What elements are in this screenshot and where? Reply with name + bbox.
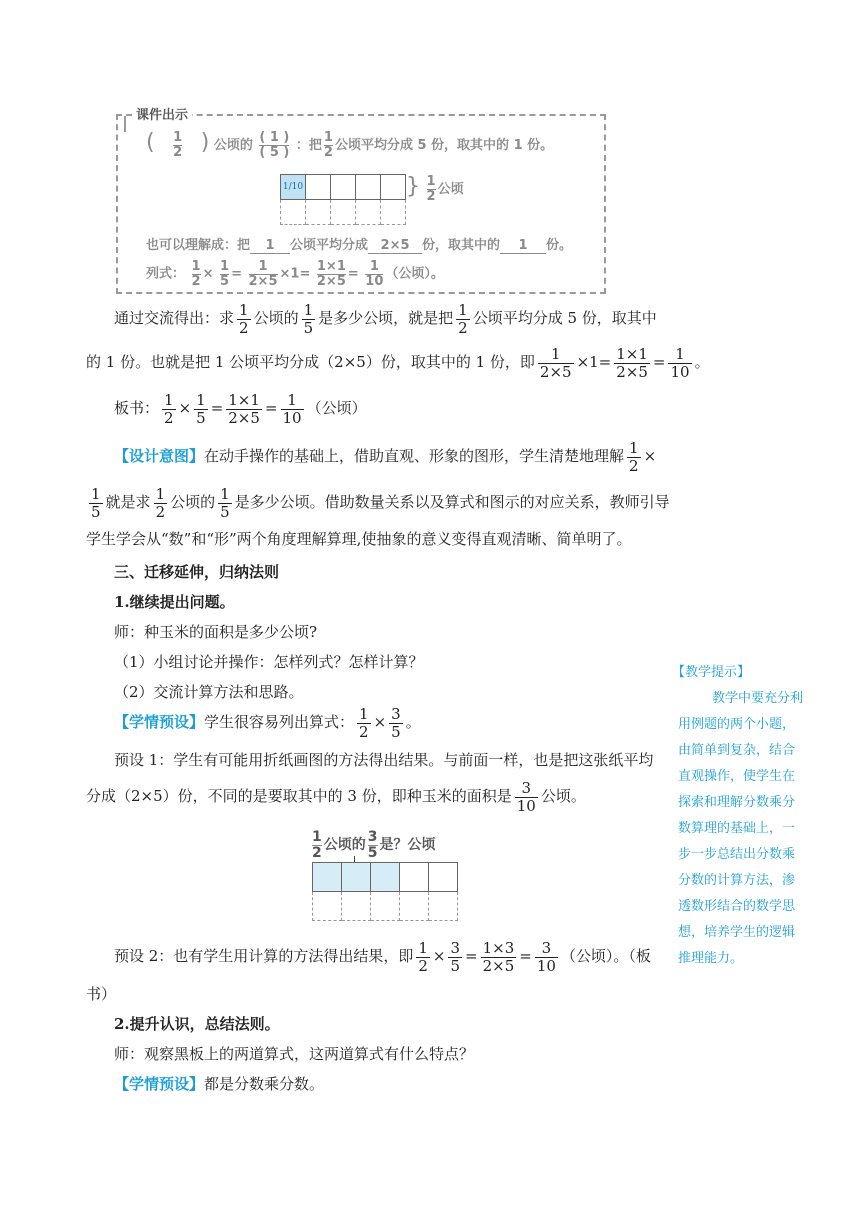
tip-line: 探索和理解分数乘分 [678, 795, 796, 810]
tip-line: 步一步总结出分数乘 [678, 847, 796, 862]
teaching-tip-title: 【教学提示】 [672, 665, 751, 680]
subheading-2: 2.提升认识，总结法则。 [114, 1015, 280, 1033]
preset-1-line-2: 分成（2×5）份，不同的是要取其中的 3 份，即种玉米的面积是 $\frac{3}{10}$ 公顷。 [86, 779, 586, 815]
figure-2-caption: $\frac{1}{2}$ 公顷的 $\frac{3}{5}$ 是？公顷 [312, 829, 436, 861]
preset-2-line-1: 预设 2：也有学生用计算的方法得出结果，即 $\frac{1}{2}$ × $\frac{3}{5}$ = $\frac{1\times 3}{2\times 5}$ = $\frac{3}{10}$ （公顷）。（板 [114, 939, 651, 975]
box-line-2: 也可以理解成：把 1 公顷平均分成 2×5 份，取其中的 1 份。 [146, 238, 573, 253]
box-header: 课件出示 [132, 104, 192, 123]
teaching-tip [672, 660, 828, 972]
box-line-3: 列式： $\frac{1}{2}$ × $\frac{1}{5}$ = $\frac{1}{2\times 5}$ ×1= $\frac{1\times 1}{2\times 5}$ = $\frac{1}{10}$ （公顷）。 [146, 259, 444, 289]
para-1-line-1: 通过交流得出：求 $\frac{1}{2}$ 公顷的 $\frac{1}{5}$ 是多少公顷，就是把 $\frac{1}{2}$ 公顷平均分成 5 份，取其中 [114, 301, 657, 337]
step-2: （2）交流计算方法和思路。 [114, 683, 304, 701]
teacher-question-1: 师：种玉米的面积是多少公顷? [114, 623, 318, 641]
teacher-question-2: 师：观察黑板上的两道算式，这两道算式有什么特点？ [114, 1045, 475, 1063]
tip-line: 分数的计算方法，渗 [678, 873, 796, 888]
preview-tag: 【学情预设】 [114, 713, 205, 731]
design-intent-line-1: 【设计意图】在动手操作的基础上，借助直观、形象的图形，学生清楚地理解 $\frac{1}{2}$ × [114, 439, 657, 475]
tip-line: 想，培养学生的逻辑 [678, 925, 796, 940]
tip-line: 直观操作，使学生在 [678, 769, 796, 784]
tip-line: 推理能力。 [678, 951, 744, 966]
tip-line: 数算理的基础上，一 [678, 821, 796, 836]
tip-line: 用例题的两个小题， [678, 717, 796, 732]
fraction-grid-1 [280, 174, 406, 225]
design-intent-line-3: 学生学会从“数”和“形”两个角度理解算理,使抽象的意义变得直观清晰、简单明了。 [86, 530, 632, 548]
preview-line: 【学情预设】学生很容易列出算式： $\frac{1}{2}$ × $\frac{3}{5}$ 。 [114, 705, 421, 741]
tip-line: 透数形结合的数学思 [678, 899, 796, 914]
preset-2-line-2: 书） [86, 985, 117, 1003]
para-1-line-2: 的 1 份。也就是把 1 公顷平均分成（2×5）份，取其中的 1 份，即 $\frac{1}{2\times 5}$ ×1= $\frac{1\times 1}{2\times 5}$ = $\frac{1}{10}$ 。 [86, 345, 710, 381]
preset-1-line-1: 预设 1：学生有可能用折纸画图的方法得出结果。与前面一样，也是把这张纸平均 [114, 751, 654, 769]
shaded-cell: 1/10 [281, 175, 306, 200]
courseware-box [116, 108, 606, 294]
step-1: （1）小组讨论并操作：怎样列式？怎样计算？ [114, 653, 424, 671]
fraction-grid-2 [312, 862, 458, 921]
tip-line: 由简单到复杂，结合 [678, 743, 796, 758]
design-intent-tag: 【设计意图】 [114, 447, 205, 465]
preview-line-2: 【学情预设】都是分数乘分数。 [114, 1075, 325, 1093]
subheading-1: 1.继续提出问题。 [114, 593, 235, 611]
design-intent-line-2: $\frac{1}{5}$ 就是求 $\frac{1}{2}$ 公顷的 $\frac{1}{5}$ 是多少公顷。借助数量关系以及算式和图示的对应关系，教师引导 [91, 485, 670, 521]
box-line-1: ( $\frac{1}{2}$ ) 公顷的 $\frac{( 1 )}{( 5 )}$ ：把 $\frac{1}{2}$ 公顷平均分成 5 份，取其中的 1 份。 [146, 130, 554, 160]
brace-label: } $\frac{1}{2}$ 公顷 [406, 174, 464, 204]
section-heading-3: 三、迁移延伸，归纳法则 [114, 563, 280, 581]
blackboard-line: 板书： $\frac{1}{2}$ × $\frac{1}{5}$ = $\frac{1\times 1}{2\times 5}$ = $\frac{1}{10}$ （公顷） [114, 391, 367, 427]
tip-line: 教学中要充分利 [712, 691, 804, 706]
preview-tag-2: 【学情预设】 [114, 1075, 205, 1093]
